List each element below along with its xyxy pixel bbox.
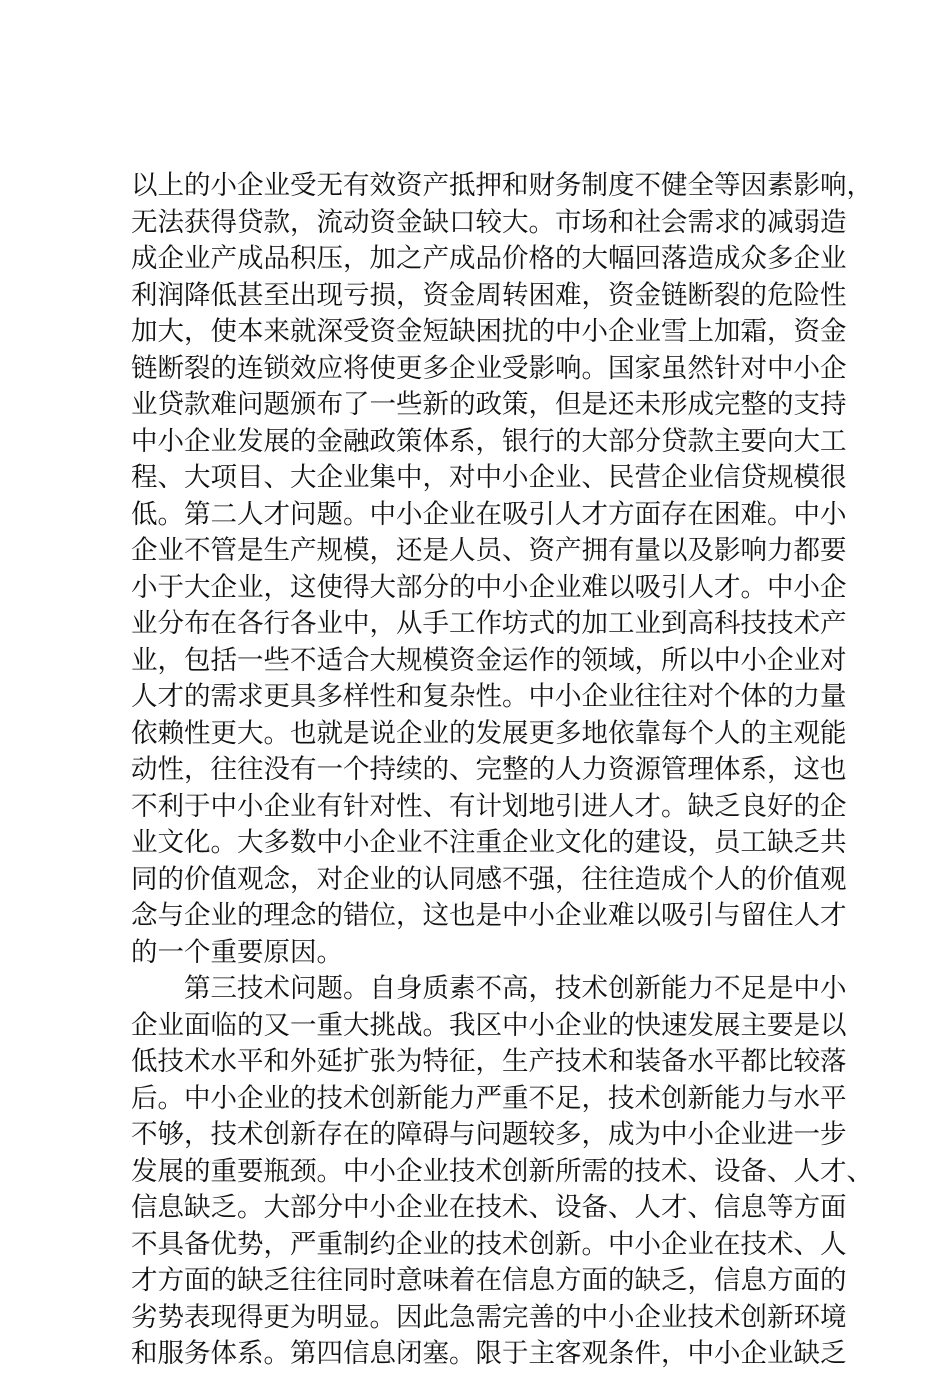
- text-line: 依赖性更大。也就是说企业的发展更多地依靠每个人的主观能: [131, 717, 847, 749]
- text-line: 低技术水平和外延扩张为特征，生产技术和装备水平都比较落: [131, 1046, 847, 1077]
- paragraph-end-line: 的一个重要原因。: [131, 936, 343, 968]
- text-line: 不具备优势，严重制约企业的技术创新。中小企业在技术、人: [131, 1228, 847, 1260]
- text-line: 利润降低甚至出现亏损，资金周转困难，资金链断裂的危险性: [131, 279, 847, 311]
- body-text: [131, 168, 873, 1373]
- text-line: 程、大项目、大企业集中，对中小企业、民营企业信贷规模很: [131, 462, 847, 493]
- text-line: 链断裂的连锁效应将使更多企业受影响。国家虽然针对中小企: [131, 352, 847, 384]
- text-line: 企业面临的又一重大挑战。我区中小企业的快速发展主要是以: [131, 1009, 847, 1041]
- text-line: 动性，往往没有一个持续的、完整的人力资源管理体系，这也: [131, 754, 847, 785]
- text-line: 企业不管是生产规模，还是人员、资产拥有量以及影响力都要: [131, 535, 847, 566]
- text-line: 成企业产成品积压，加之产成品价格的大幅回落造成众多企业: [131, 243, 847, 274]
- text-line: 无法获得贷款，流动资金缺口较大。市场和社会需求的减弱造: [131, 206, 847, 238]
- text-line: 后。中小企业的技术创新能力严重不足，技术创新能力与水平: [131, 1082, 847, 1114]
- paragraph-start-line: 第三技术问题。自身质素不高，技术创新能力不足是中小: [184, 973, 847, 1004]
- text-line: 同的价值观念，对企业的认同感不强，往往造成个人的价值观: [131, 863, 847, 895]
- text-line: 和服务体系。第四信息闭塞。限于主客观条件，中小企业缺乏: [131, 1338, 847, 1369]
- text-line: 业文化。大多数中小企业不注重企业文化的建设，员工缺乏共: [131, 827, 847, 858]
- text-line: 小于大企业，这使得大部分的中小企业难以吸引人才。中小企: [131, 571, 847, 603]
- text-line: 业，包括一些不适合大规模资金运作的领域，所以中小企业对: [131, 644, 847, 676]
- text-line: 不够，技术创新存在的障碍与问题较多，成为中小企业进一步: [131, 1119, 847, 1150]
- text-line: 以上的小企业受无有效资产抵押和财务制度不健全等因素影响，: [131, 170, 873, 201]
- text-line: 加大，使本来就深受资金短缺困扰的中小企业雪上加霜，资金: [131, 316, 847, 347]
- text-line: 中小企业发展的金融政策体系，银行的大部分贷款主要向大工: [131, 425, 847, 457]
- text-line: 信息缺乏。大部分中小企业在技术、设备、人才、信息等方面: [131, 1192, 847, 1223]
- text-line: 人才的需求更具多样性和复杂性。中小企业往往对个体的力量: [131, 681, 847, 712]
- text-line: 不利于中小企业有针对性、有计划地引进人才。缺乏良好的企: [131, 790, 847, 822]
- text-line: 才方面的缺乏往往同时意味着在信息方面的缺乏，信息方面的: [131, 1265, 847, 1296]
- text-line: 念与企业的理念的错位，这也是中小企业难以吸引与留住人才: [131, 900, 847, 931]
- text-line: 低。第二人才问题。中小企业在吸引人才方面存在困难。中小: [131, 498, 847, 530]
- text-line: 业贷款难问题颁布了一些新的政策，但是还未形成完整的支持: [131, 389, 847, 420]
- text-line: 业分布在各行各业中，从手工作坊式的加工业到高科技技术产: [131, 608, 847, 639]
- text-line: 劣势表现得更为明显。因此急需完善的中小企业技术创新环境: [131, 1301, 847, 1333]
- text-line: 发展的重要瓶颈。中小企业技术创新所需的技术、设备、人才、: [131, 1155, 873, 1187]
